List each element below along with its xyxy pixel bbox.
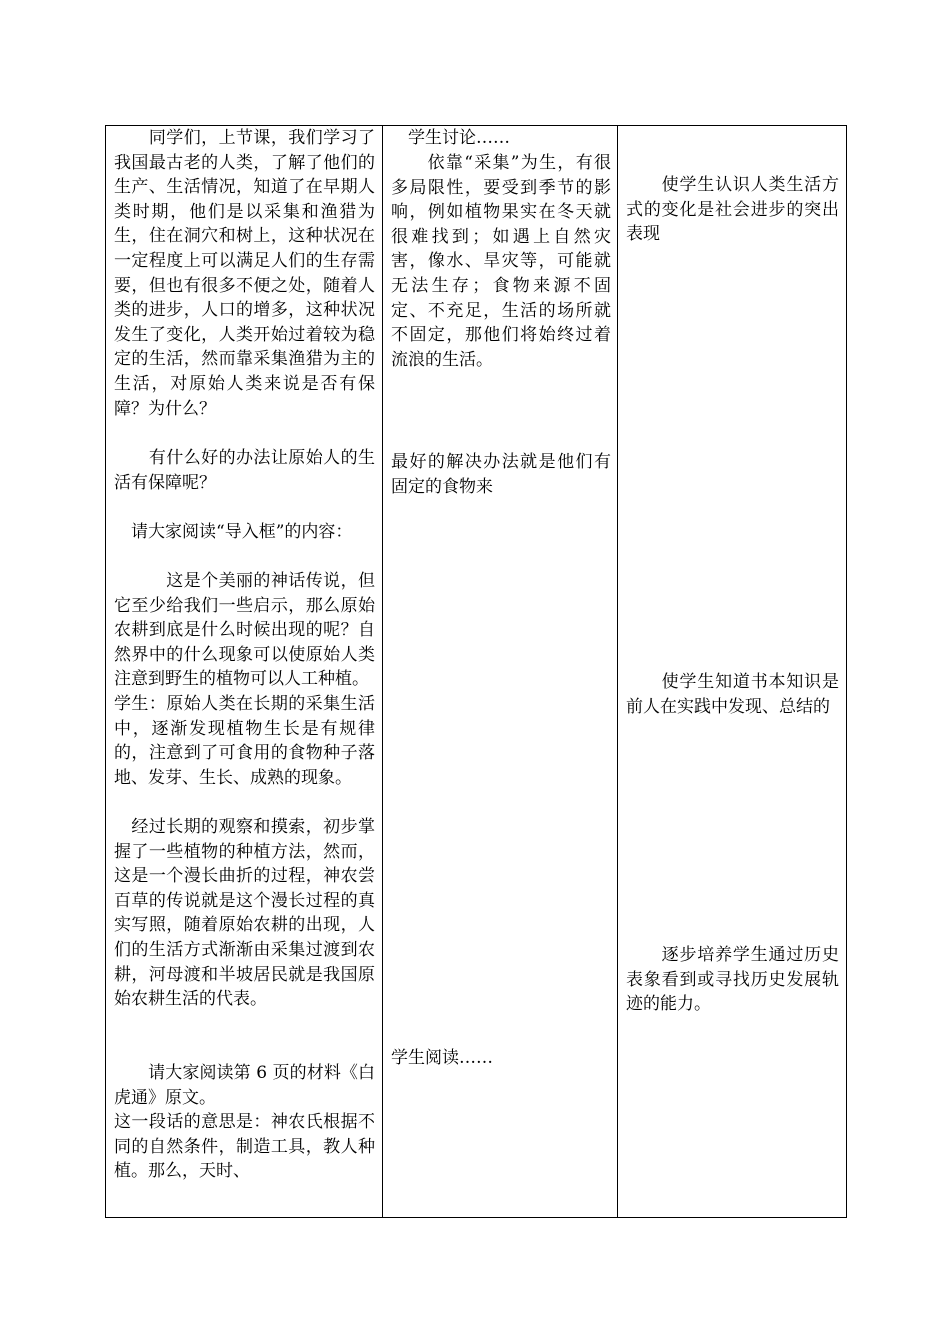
paragraph-review-last-lesson: 同学们，上节课，我们学习了我国最古老的人类，了解了他们的生产、生活情况，知道了在早期人类时期，他们是以采集和渔猎为生，住在洞穴和树上，这种状况在一定程度上可以满足人们的生存需要，但也有很多不便之处，随着人类的进步，人口的增多，这种状况发生了变化，人类开始过着较为稳定的生活，然而靠采集渔猎为主的生活，对原始人类来说是否有保障？为什么？ — [114, 128, 375, 419]
teacher-activity-cell — [106, 126, 383, 1218]
paragraph-myth-inspiration: 这是个美丽的神话传说，但它至少给我们一些启示，那么原始农耕到底是什么时候出现的呢？自然界中的什么现象可以使原始人类注意到野生的植物可以人工种植。 — [114, 571, 375, 690]
paragraph-read-material: 请大家阅读第 6 页的材料《白虎通》原文。 — [114, 1063, 375, 1108]
paragraph-intent-historical-ability: 逐步培养学生通过历史表象看到或寻找历史发展轨迹的能力。 — [626, 945, 839, 1015]
paragraph-best-solution: 最好的解决办法就是他们有固定的食物来 — [391, 452, 611, 497]
paragraph-gathering-limitations: 依靠“采集”为生，有很多局限性，要受到季节的影响，例如植物果实在冬天就很难找到；如遇上自然灾害，像水、旱灾等，可能就无法生存；食物来源不固定、不充足，生活的场所就不固定，那他们将始终过着流浪的生活。 — [391, 153, 611, 370]
paragraph-agriculture-origin: 经过长期的观察和摸索，初步掌握了一些植物的种植方法，然而，这是一个漫长曲折的过程，神农尝百草的传说就是这个漫长过程的真实写照，随着原始农耕的出现，人们的生活方式渐渐由采集过渡到农耕，河母渡和半坡居民就是我国原始农耕生活的代表。 — [114, 817, 375, 1010]
paragraph-student-discussion: 学生讨论…… — [391, 128, 510, 148]
paragraph-student-reading: 学生阅读…… — [391, 1048, 493, 1068]
paragraph-material-meaning: 这一段话的意思是：神农氏根据不同的自然条件，制造工具，教人种植。那么，天时、 — [114, 1112, 375, 1182]
student-activity-cell — [383, 126, 618, 1218]
paragraph-question-solution: 有什么好的办法让原始人的生活有保障呢？ — [114, 448, 375, 493]
paragraph-intent-lifestyle-change: 使学生认识人类生活方式的变化是社会进步的突出表现 — [626, 175, 839, 245]
paragraph-read-intro-box: 请大家阅读“导入框”的内容： — [114, 522, 353, 542]
design-intent-cell — [618, 126, 847, 1218]
paragraph-intent-knowledge-practice: 使学生知道书本知识是前人在实践中发现、总结的 — [626, 672, 839, 717]
lesson-plan-table — [105, 125, 847, 1218]
paragraph-student-answer: 学生：原始人类在长期的采集生活中，逐渐发现植物生长是有规律的，注意到了可食用的食物种子落地、发芽、生长、成熟的现象。 — [114, 694, 375, 788]
table-row — [106, 126, 847, 1218]
